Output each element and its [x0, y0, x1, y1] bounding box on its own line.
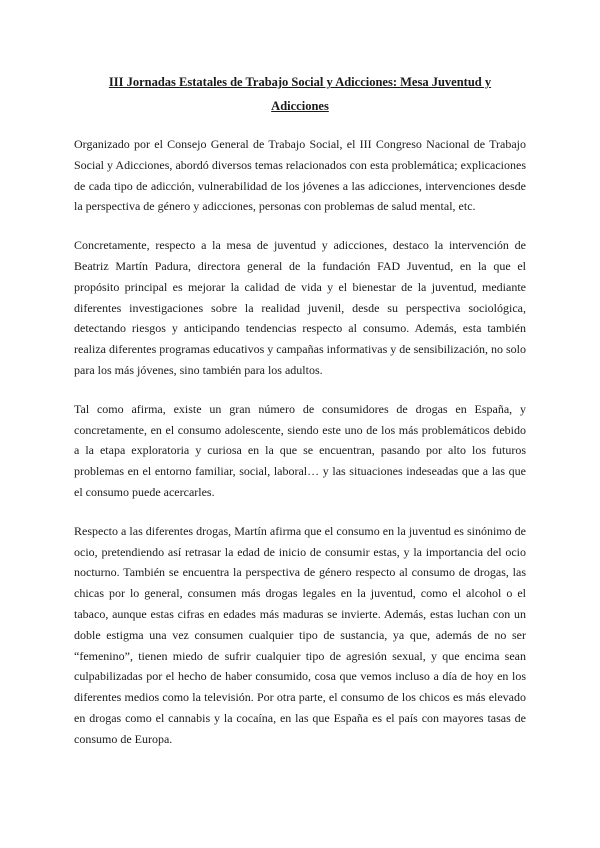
paragraph-consumo-adolescente: Tal como afirma, existe un gran número de consumidores de drogas en España, y concretamente, en el consumo adolescente, siendo este uno de los más problemáticos debido a la etapa exploratoria y curiosa en la que se encuentran, pasando por alto los futuros problemas en el entorno familiar, social, laboral… y las situaciones indeseadas que a las que el consumo puede acercarles. [74, 401, 526, 499]
document-page [74, 70, 526, 768]
paragraph-mesa-juventud: Concretamente, respecto a la mesa de juventud y adicciones, destaco la intervención de Beatriz Martín Padura, directora general de la fundación FAD Juventud, en la que el propósito principal es mejorar la calidad de vida y el bienestar de la juventud, mediante diferentes investigaciones sobre la realidad juvenil, desde su perspectiva sociológica, detectando riesgos y anticipando tendencias respecto al consumo. Además, esta también realiza diferentes programas educativos y campañas informativas y de sensibilización, no solo para los más jóvenes, sino también para los adultos. [74, 238, 526, 377]
paragraph-drogas-genero: Respecto a las diferentes drogas, Martín afirma que el consumo en la juventud es sinónimo de ocio, pretendiendo así retrasar la edad de inicio de consumir estas, y la importancia del ocio nocturno. También se encuentra la perspectiva de género respecto al consumo de drogas, las chicas por lo general, consumen más drogas legales en la juventud, como el alcohol o el tabaco, aunque estas cifras en edades más maduras se invierte. Además, estas luchan con un doble estigma una vez consumen cualquier tipo de sustancia, ya que, además de no ser “femenino”, tienen miedo de sufrir cualquier tipo de agresión sexual, y que encima sean culpabilizadas por el hecho de haber consumido, cosa que vemos incluso a día de hoy en los diferentes medios como la televisión. Por otra parte, el consumo de los chicos es más elevado en drogas como el cannabis y la cocaína, en las que España es el país con mayores tasas de consumo de Europa. [74, 523, 526, 746]
paragraph-intro: Organizado por el Consejo General de Trabajo Social, el III Congreso Nacional de Trabajo Social y Adicciones, abordó diversos temas relacionados con esta problemática; explicaciones de cada tipo de adicción, vulnerabilidad de los jóvenes a las adicciones, intervenciones desde la perspectiva de género y adicciones, personas con problemas de salud mental, etc. [74, 137, 526, 214]
document-title: III Jornadas Estatales de Trabajo Social y Adicciones: Mesa Juventud y Adicciones [108, 75, 492, 113]
